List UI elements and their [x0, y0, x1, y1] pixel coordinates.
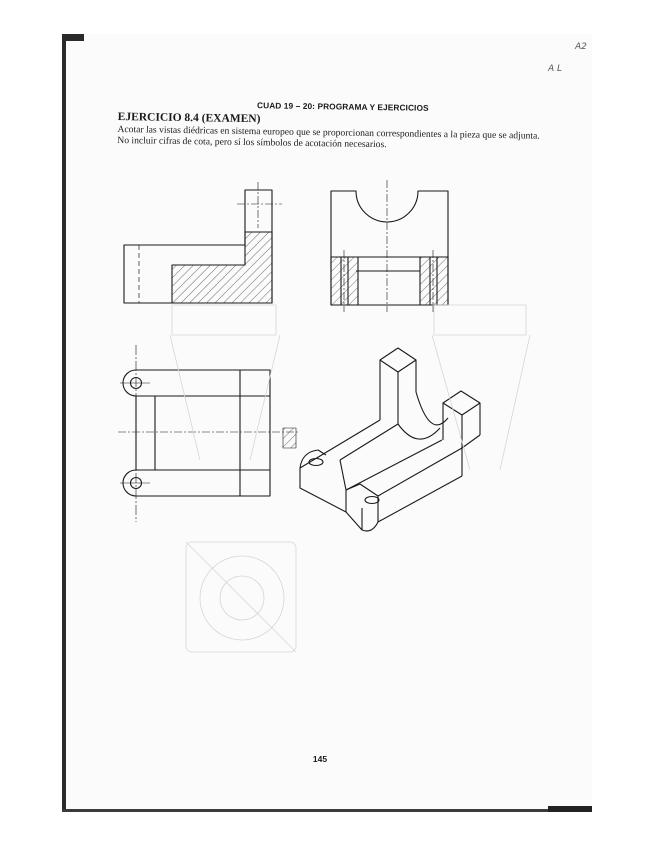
handwritten-note-2: A L: [548, 64, 563, 74]
bleed-through-drawing: [170, 305, 530, 652]
exercise-statement: Acotar las vistas diédricas en sistema europeo que se proporcionan correspondientes a la pieza que se adjunta. No incluir cifras de cota, pero sí los símbolos de acotación necesarios.: [117, 123, 540, 151]
page-number: 145: [312, 754, 328, 764]
isometric-view: [300, 348, 480, 531]
exercise-title: EJERCICIO 8.4 (EXAMEN): [117, 110, 261, 126]
top-view: [118, 345, 300, 522]
handwritten-note-1: A2: [575, 42, 587, 52]
front-view-section: [124, 182, 282, 303]
side-view-section: [331, 180, 448, 312]
running-head: CUAD 19 – 20: PROGRAMA Y EJERCICIOS: [256, 100, 429, 113]
